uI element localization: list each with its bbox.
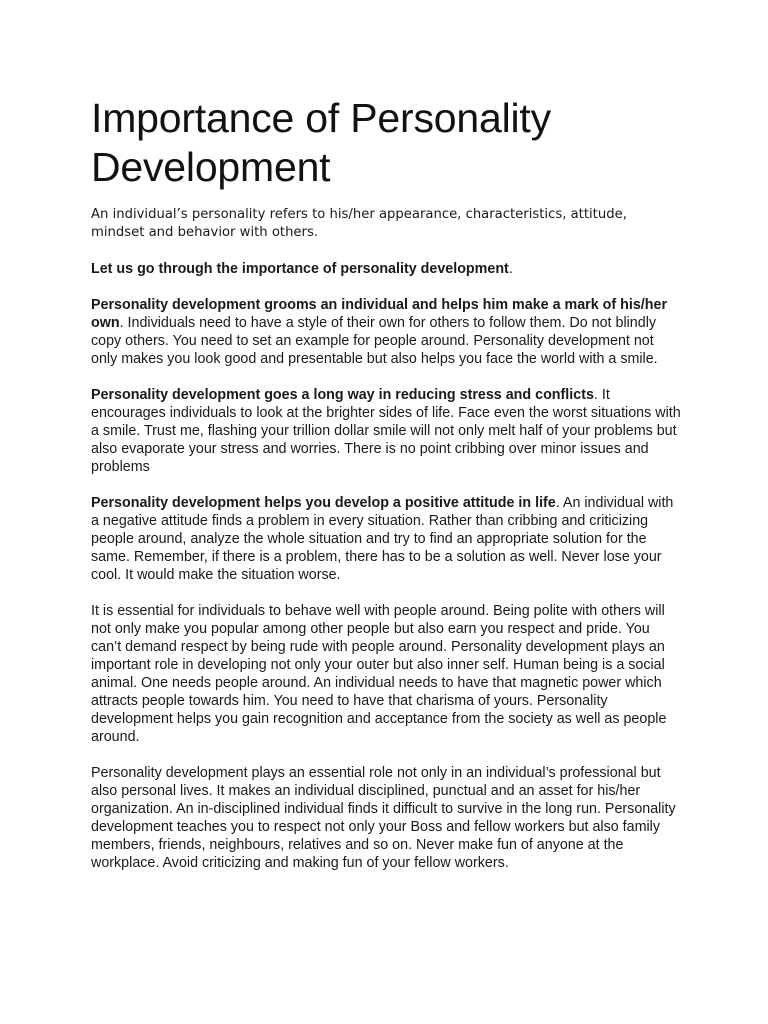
document-title: Importance of Personality Development bbox=[91, 95, 551, 190]
point-body: . Individuals need to have a style of their own for others to follow them. Do not blindly copy others. You need to set an example for people around. Personality development not only makes you look good and presentable but also helps you face the world with a smile. bbox=[91, 315, 658, 367]
point-heading: Personality development goes a long way in reducing stress and conflicts bbox=[91, 387, 594, 403]
body-paragraph-professional: Personality development plays an essential role not only in an individual’s professional but also personal lives. It makes an individual disciplined, punctual and an asset for his/her organization. An in-disciplined individual finds it difficult to survive in the long run. Personality development teaches you to respect not only your Boss and fellow workers but also family members, friends, neighbours, relatives and so on. Never make fun of anyone at the workplace. Avoid criticizing and making fun of your fellow workers. bbox=[91, 765, 676, 871]
lead-in-paragraph bbox=[91, 260, 681, 278]
point-paragraph-stress bbox=[91, 386, 681, 476]
document-page bbox=[91, 94, 681, 872]
point-paragraph-grooms bbox=[91, 296, 681, 368]
point-paragraph-attitude bbox=[91, 494, 681, 584]
point-body: . An individual with a negative attitude finds a problem in every situation. Rather than cribbing and criticizing people around, analyze the whole situation and try to find an appropriate solution for the same. Remember, if there is a problem, there has to be a solution as well. Never lose your cool. It would make the situation worse. bbox=[91, 495, 674, 583]
point-heading: Personality development helps you develop a positive attitude in life bbox=[91, 495, 556, 511]
lead-in-tail: . bbox=[508, 261, 513, 277]
intro-paragraph: An individual’s personality refers to his/her appearance, characteristics, attitude, mindset and behavior with others. bbox=[91, 207, 627, 240]
point-body: . It encourages individuals to look at the brighter sides of life. Face even the worst situations with a smile. Trust me, flashing your trillion dollar smile will not only melt half of your problems but also evaporate your stress and worries. There is no point cribbing over minor issues and problems bbox=[91, 387, 681, 475]
lead-in-bold: Let us go through the importance of personality development bbox=[91, 261, 509, 277]
body-paragraph-behavior: It is essential for individuals to behave well with people around. Being polite with others will not only make you popular among other people but also earn you respect and pride. You can’t demand respect by being rude with people around. Personality development plays an important role in developing not only your outer but also inner self. Human being is a social animal. One needs people around. An individual needs to have that magnetic power which attracts people towards him. You need to have that charisma of yours. Personality development helps you gain recognition and acceptance from the society as well as people around. bbox=[91, 603, 667, 745]
point-heading: Personality development grooms an individual and helps him make a mark of his/her own bbox=[91, 297, 668, 331]
